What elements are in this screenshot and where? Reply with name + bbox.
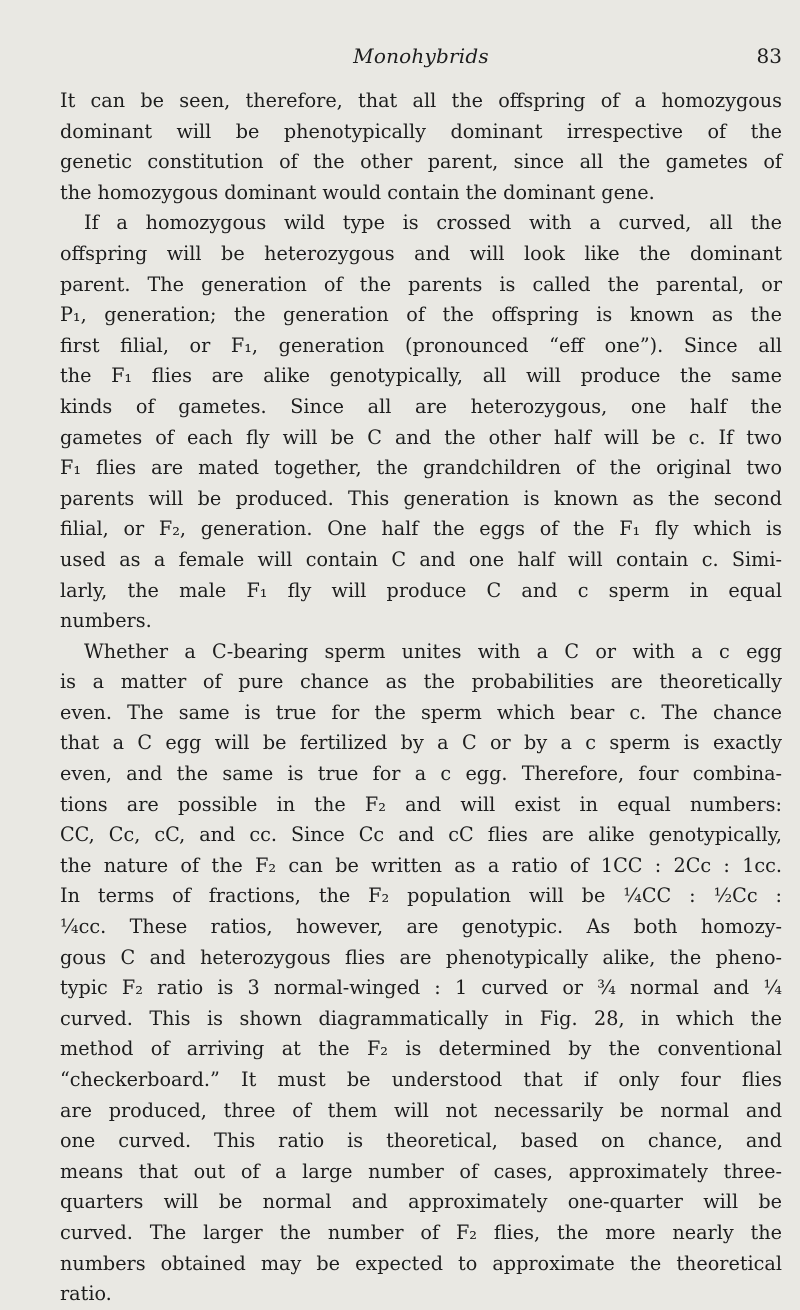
text-line: genetic constitution of the other parent, since all the gametes of <box>60 150 782 174</box>
text-line: curved. The larger the number of F₂ flies, the more nearly the <box>60 1220 782 1244</box>
text-line: the homozygous dominant would contain the dominant gene. <box>60 180 655 204</box>
text-line: ratio. <box>60 1282 112 1306</box>
text-line: parents will be produced. This generation is known as the second <box>60 486 782 510</box>
text-line: It can be seen, therefore, that all the offspring of a homozygous <box>60 89 782 112</box>
text-line: dominant will be phenotypically dominant irrespective of the <box>60 119 782 143</box>
text-line: numbers obtained may be expected to approximate the theoretical <box>60 1251 782 1275</box>
text-line: curved. This is shown diagrammatically in Fig. 28, in which the <box>60 1006 782 1030</box>
text-line: kinds of gametes. Since all are heterozygous, one half the <box>60 394 782 418</box>
text-line: ¼cc. These ratios, however, are genotypic. As both homozy- <box>60 915 782 939</box>
text-line: offspring will be heterozygous and will look like the dominant <box>60 241 782 265</box>
text-line: numbers. <box>60 609 152 633</box>
text-line: P₁, generation; the generation of the offspring is known as the <box>60 303 782 327</box>
text-line: quarters will be normal and approximately one-quarter will be <box>60 1190 782 1214</box>
text-line: one curved. This ratio is theoretical, based on chance, and <box>60 1129 782 1153</box>
text-line: gametes of each fly will be C and the other half will be c. If two <box>60 425 782 449</box>
page-number: 83 <box>756 44 782 68</box>
running-title: Monohybrids <box>353 44 489 68</box>
text-line: even. The same is true for the sperm which bear c. The chance <box>60 700 782 724</box>
text-line: In terms of fractions, the F₂ population will be ¼CC : ½Cc : <box>60 884 782 908</box>
text-line: tions are possible in the F₂ and will exist in equal numbers: <box>60 792 782 816</box>
text-line: filial, or F₂, generation. One half the eggs of the F₁ fly which is <box>60 517 782 541</box>
text-line: “checkerboard.” It must be understood that if only four flies <box>60 1068 782 1091</box>
text-line: parent. The generation of the parents is called the parental, or <box>60 272 782 296</box>
text-line: used as a female will contain C and one half will contain c. Simi- <box>60 547 782 571</box>
text-line: the nature of the F₂ can be written as a ratio of 1CC : 2Cc : 1cc. <box>60 853 782 877</box>
running-head <box>60 44 782 74</box>
text-line: If a homozygous wild type is crossed with a curved, all the <box>84 211 782 235</box>
text-line: that a C egg will be fertilized by a C or by a c sperm is exactly <box>60 731 782 755</box>
text-line: Whether a C-bearing sperm unites with a C or with a c egg <box>84 639 782 663</box>
text-line: first filial, or F₁, generation (pronounced “eff one”). Since all <box>60 333 782 357</box>
text-line: means that out of a large number of cases, approximately three- <box>60 1159 782 1183</box>
text-line: even, and the same is true for a c egg. Therefore, four combina- <box>60 762 782 786</box>
text-line: gous C and heterozygous flies are phenotypically alike, the pheno- <box>60 945 782 969</box>
text-line: larly, the male F₁ fly will produce C and c sperm in equal <box>60 578 782 602</box>
text-line: CC, Cc, cC, and cc. Since Cc and cC flies are alike genotypically, <box>60 823 782 847</box>
text-line: method of arriving at the F₂ is determined by the conventional <box>60 1037 782 1061</box>
text-line: typic F₂ ratio is 3 normal-winged : 1 curved or ¾ normal and ¼ <box>60 976 782 1000</box>
body-text <box>60 86 782 1310</box>
text-line: are produced, three of them will not necessarily be normal and <box>60 1098 782 1122</box>
text-line: F₁ flies are mated together, the grandchildren of the original two <box>60 456 782 480</box>
text-line: the F₁ flies are alike genotypically, all will produce the same <box>60 364 782 388</box>
text-line: is a matter of pure chance as the probabilities are theoretically <box>60 670 782 694</box>
